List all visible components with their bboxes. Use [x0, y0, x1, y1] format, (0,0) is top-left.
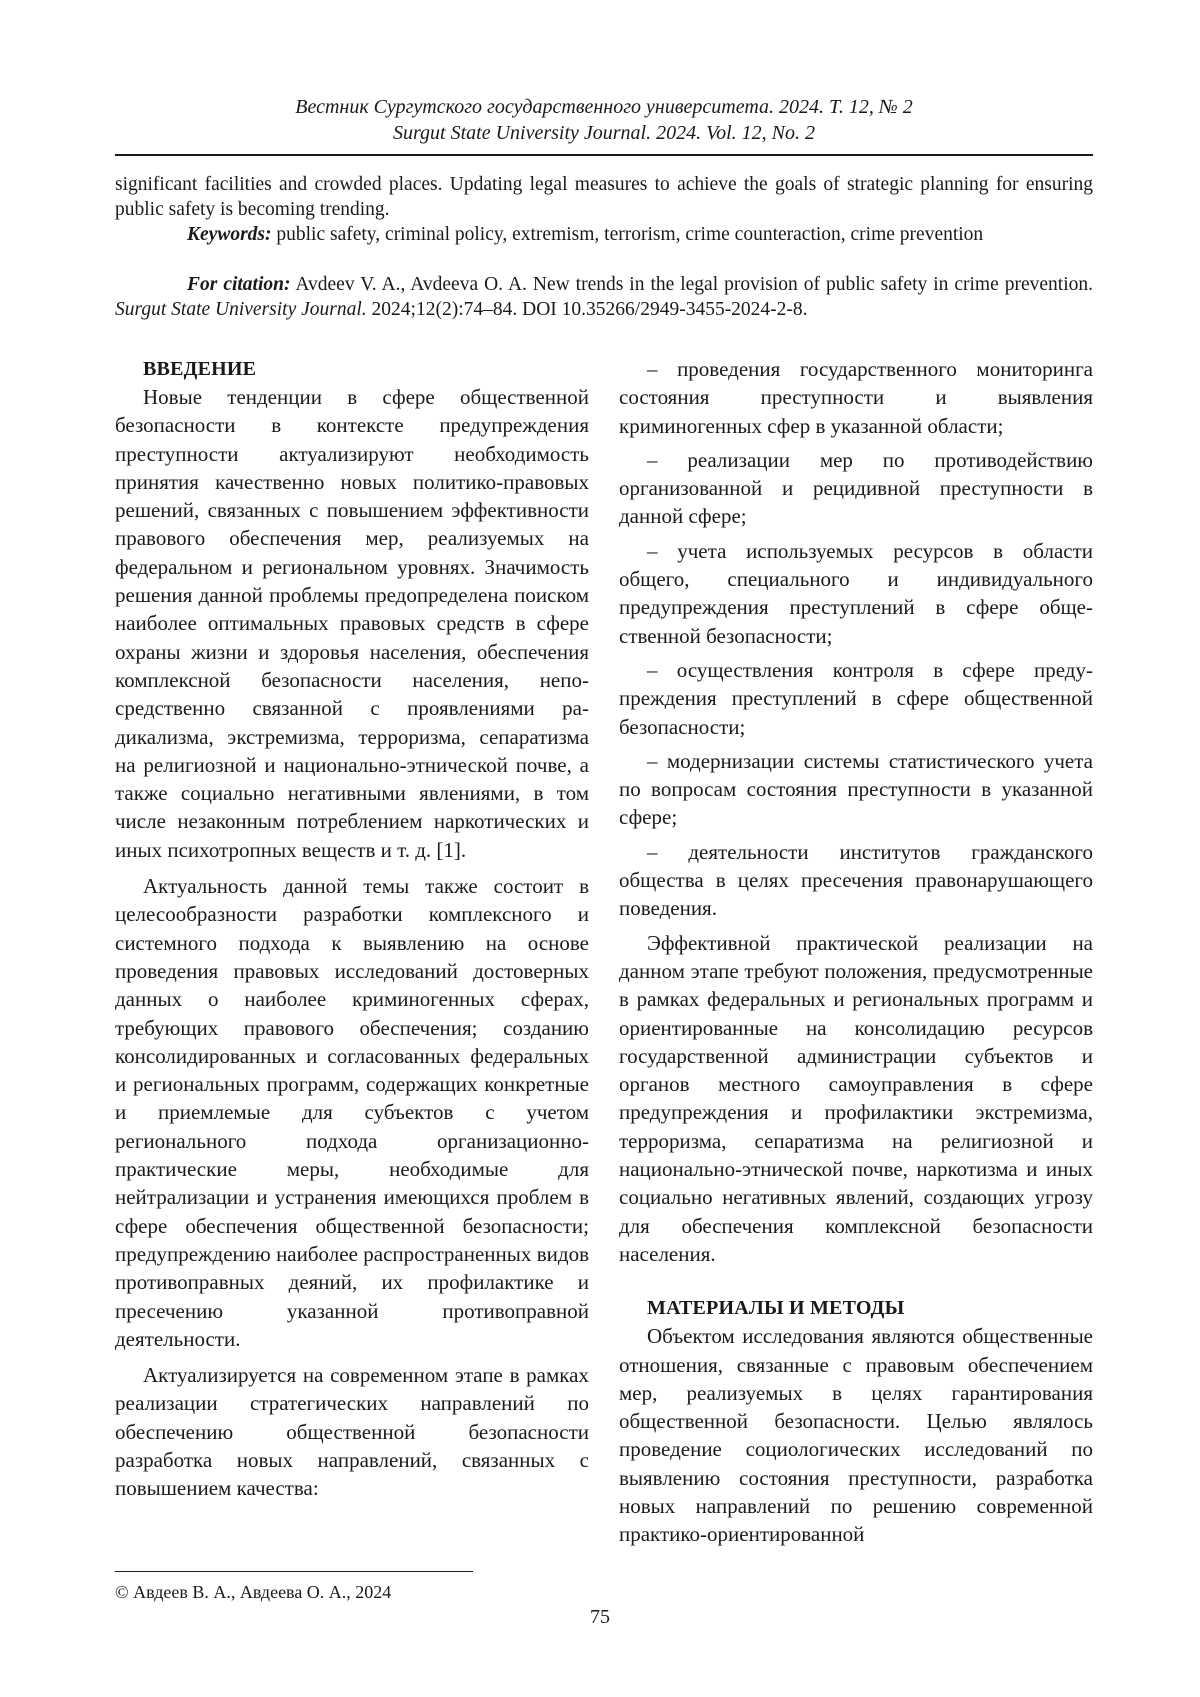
paragraph: Объектом исследования являются общественные отношения, связанные с правовым обеспечением мер, реализуемых в целях гарантирования общественной безопасности. Целью являлось проведение социологических исследований по выявлению состояния преступности, разработка новых направлений по решению современной практико-ориентированной: [619, 1324, 1093, 1547]
list-item: – учета используемых ресурсов в области общего, специального и индивидуального предупреждения преступлений в сфере общественной безопасности;: [619, 538, 1093, 648]
citation-line: [115, 272, 1093, 322]
citation-details: 2024;12(2):74–84. DOI 10.35266/2949-3455-2024-2-8.: [366, 299, 808, 320]
copyright-footnote: © Авдеев В. А., Авдеева О. А., 2024: [115, 1582, 392, 1602]
keywords-line: [115, 222, 1093, 247]
list-item: – модернизации системы статистического учета по вопросам состояния преступности в указанной сфере;: [619, 748, 1093, 830]
header-divider: [115, 154, 1093, 156]
running-header-ru: Вестник Сургутского государственного университета. 2024. Т. 12, № 2: [295, 96, 913, 118]
left-column: [115, 355, 589, 1511]
keywords-text: public safety, criminal policy, extremism, terrorism, crime counteraction, crime prevention: [271, 224, 984, 245]
footnote-divider: [115, 1571, 473, 1572]
section-heading-methods: МАТЕРИАЛЫ И МЕТОДЫ: [647, 1297, 905, 1320]
right-column: [619, 355, 1093, 1557]
abstract-tail: significant facilities and crowded places. Updating legal measures to achieve the goals of strategic planning for ensuring public safety is becoming trending.: [115, 174, 1093, 220]
list-item: – деятельности институтов гражданского общества в целях пресечения правонарушающего поведения.: [619, 839, 1093, 921]
paragraph: Актуализируется на современном этапе в рамках реализации стратегических направлений по обеспечению общественной безопасности разработка новых направлений, связанных с повышением качества:: [115, 1363, 589, 1501]
citation-journal: Surgut State University Journal.: [115, 299, 367, 320]
paragraph: Актуальность данной темы также состоит в целесообразности разработки комплексного и системного подхода к выявлению на основе проведения правовых исследований достоверных данных о наиболее криминогенных сферах, требующих правового обеспечения; созданию консолидированных и согласованных федеральных и региональных программ, содержащих конкретные и приемлемые для субъектов с учетом регионального подхода организационно-практические меры, необходимые для нейтрализации и устранения имеющихся проблем в сфере обеспечения общественной безопасности; предупреждению наиболее распространенных видов противоправных деяний, их профилактике и пресечению указанной противоправной деятельности.: [115, 874, 589, 1351]
list-item: – реализации мер по противодействию организованной и рецидивной преступности в данной сфере;: [619, 447, 1093, 529]
list-item: – проведения государственного мониторинга состояния преступности и выявления криминогенных сфер в указанной области;: [619, 357, 1093, 438]
running-header-en: Surgut State University Journal. 2024. Vol. 12, No. 2: [392, 122, 815, 144]
section-heading-introduction: ВВЕДЕНИЕ: [143, 358, 257, 380]
running-header: [115, 94, 1093, 146]
citation-label: For citation:: [187, 274, 291, 295]
paragraph: Эффективной практической реализации на данном этапе требуют положения, предусмотренные в рамках федеральных и региональных программ и ориентированные на консолидацию ресурсов государственной администрации субъектов и органов местного самоуправления в сфере предупреждения и профилактики экстремизма, терроризма, сепаратизма на религиозной и национально-этнической почве, наркотизма и иных социально негативных явлений, создающих угрозу для обеспечения комплексной безопасности населения.: [619, 930, 1093, 1266]
paragraph: Новые тенденции в сфере общественной безопасности в контексте предупреждения преступности актуализируют необходимость принятия качественно новых политико-правовых решений, связанных с повышением эффективности правового обеспечения мер, реализуемых на федеральном и региональном уровнях. Значимость решения данной проблемы предопределена поиском наиболее оптимальных правовых средств в сфере охраны жизни и здоровья населения, обеспечения комплексной безопасности населения, непосредственно связанной с проявлениями радикализма, экстремизма, терроризма, сепаратизма на религиозной и национально-этнической почве, а также социально негативными явлениями, в том числе незаконным потреблением наркотических и иных психотропных веществ и т. д. [1].: [115, 385, 589, 862]
citation-authors: Avdeev V. A., Avdeeva O. A. New trends in the legal provision of public safety in crime prevention.: [290, 274, 1093, 295]
keywords-label: Keywords:: [187, 224, 272, 245]
page-number: 75: [590, 1606, 610, 1628]
list-item: – осуществления контроля в сфере предупреждения преступлений в сфере общественной безопасности;: [619, 657, 1093, 739]
abstract-block: [115, 172, 1093, 322]
